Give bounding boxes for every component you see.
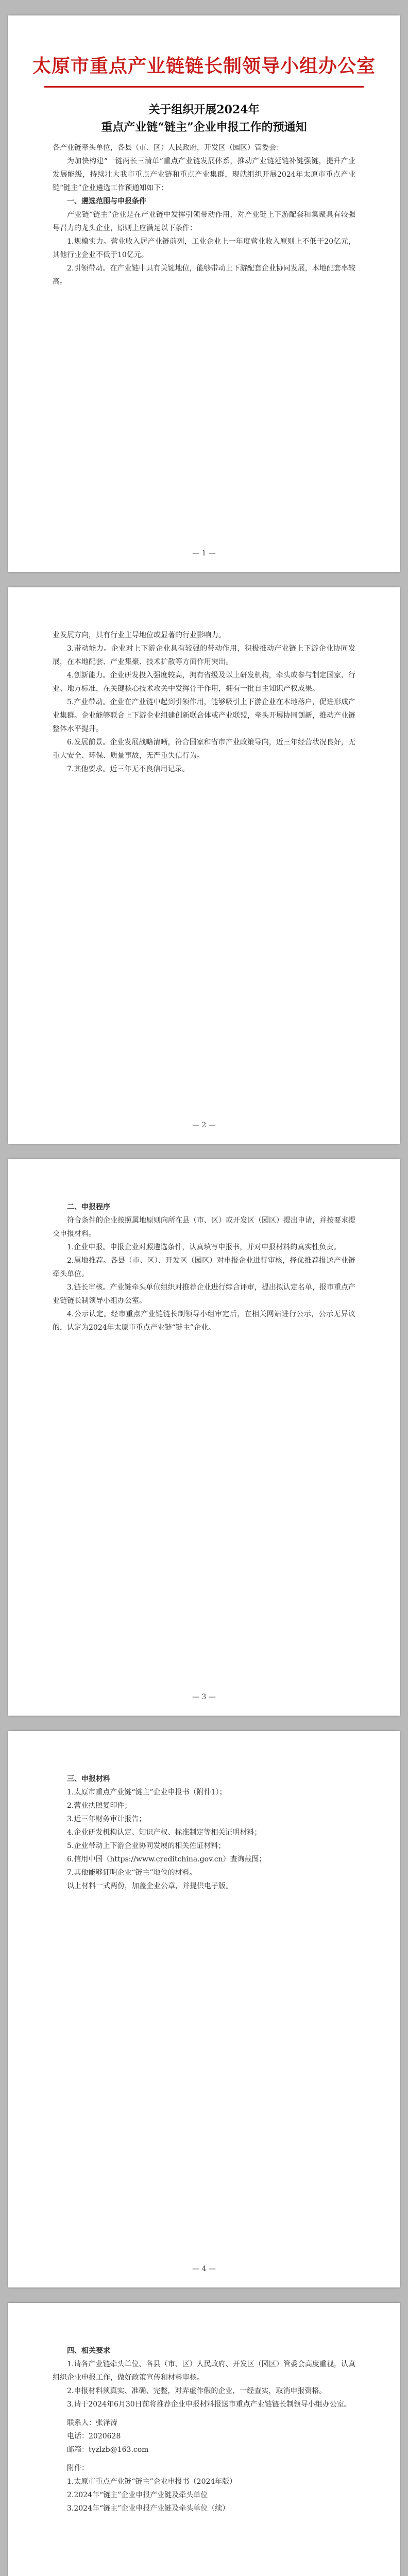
page-number: — 2 — <box>192 1121 216 1129</box>
section-heading: 四、相关要求 <box>67 2347 110 2355</box>
document-page-5 <box>8 2303 400 2576</box>
paragraph: 符合条件的企业按照属地原则向所在县（市、区）或开发区（园区）提出申请，并按要求提交申报材料。 <box>53 1216 355 1238</box>
title-line-2: 重点产业链“链主”企业申报工作的预通知 <box>101 121 307 134</box>
paragraph: 业发展方向，具有行业主导地位或显著的行业影响力。 <box>53 631 226 639</box>
list-item: 5.企业带动上下游企业协同发展的相关佐证材料； <box>67 1842 226 1850</box>
letterhead: 太原市重点产业链链长制领导小组办公室 <box>32 55 376 77</box>
attachments-label: 附件： <box>67 2464 89 2472</box>
list-item: 2.营业执照复印件； <box>67 1802 132 1810</box>
section-heading: 三、申报材料 <box>67 1775 110 1783</box>
paragraph: 4.公示认定。经市重点产业链链长制领导小组审定后，在相关网站进行公示，公示无异议的，认定为2024年太原市重点产业链“链主”企业。 <box>53 1310 355 1332</box>
paragraph: 2.申报材料须真实、准确、完整，对弄虚作假的企业，一经查实，取消申报资格。 <box>67 2387 327 2395</box>
title-line-1: 关于组织开展2024年 <box>148 103 260 116</box>
paragraph: 3.带动能力。企业对上下游企业具有较强的带动作用，积极推动产业链上下游企业协同发展，在本地配套、产业集聚、技术扩散等方面作用突出。 <box>53 645 355 666</box>
section-heading: 二、申报程序 <box>67 1203 110 1211</box>
attachment-item: 2.2024年“链主”企业申报产业链及牵头单位 <box>67 2491 208 2499</box>
page-number: — 4 — <box>192 2265 216 2273</box>
paragraph: 3.请于2024年6月30日前将推荐企业申报材料报送市重点产业链链长制领导小组办公室。 <box>67 2400 351 2409</box>
paragraph: 2.引领带动。在产业链中具有关键地位，能够带动上下游配套企业协同发展，本地配套率较高。 <box>53 264 355 286</box>
document-page-3 <box>8 1159 400 1716</box>
document-page-2 <box>8 587 400 1144</box>
list-item: 6.信用中国（https://www.creditchina.gov.cn）查询截图； <box>67 1855 266 1863</box>
paragraph: 产业链“链主”企业是在产业链中发挥引领带动作用，对产业链上下游配套和集聚具有较强号召力的龙头企业，原则上应满足以下条件： <box>53 211 355 232</box>
list-item: 7.其他能够证明企业“链主”地位的材料。 <box>67 1869 197 1877</box>
paragraph: 2.属地推荐。各县（市、区）、开发区（园区）对申报企业进行审核，择优推荐报送产业链牵头单位。 <box>53 1257 355 1278</box>
red-divider <box>44 86 364 88</box>
attachment-item: 3.2024年“链主”企业申报产业链及牵头单位（续） <box>67 2504 230 2513</box>
paragraph: 6.发展前景。企业发展战略清晰，符合国家和省市产业政策导向，近三年经营状况良好，无重大安全、环保、质量事故，无严重失信行为。 <box>53 738 355 760</box>
document-page-1 <box>8 15 400 572</box>
page-number: — 1 — <box>192 549 216 557</box>
paragraph: 3.链长审核。产业链牵头单位组织对推荐企业进行综合评审，提出拟认定名单，报市重点产业链链长制领导小组办公室。 <box>53 1283 355 1305</box>
contact-phone: 电话：2020628 <box>67 2432 121 2441</box>
paragraph: 5.产业带动。企业在产业链中起到引领作用，能够吸引上下游企业在本地落户，促进形成产业集群。企业能够联合上下游企业组建创新联合体或产业联盟，牵头开展协同创新，推动产业链整体水平提升。 <box>53 698 355 733</box>
salutation: 各产业链牵头单位，各县（市、区）人民政府，开发区（园区）管委会： <box>53 144 283 152</box>
paragraph: 为加快构建“一链两长三清单”重点产业链发展体系，推动产业链延链补链强链，提升产业发展能级，持续壮大我市重点产业链和重点产业集群，现就组织开展2024年太原市重点产业链“链主”企业遴选工作预通知如下： <box>53 157 355 192</box>
list-item: 3.近三年财务审计报告； <box>67 1815 146 1823</box>
contact-person: 联系人：张泽涛 <box>67 2419 117 2427</box>
attachment-item: 1.太原市重点产业链“链主”企业申报书（2024年版） <box>67 2478 237 2486</box>
section-heading: 一、遴选范围与申报条件 <box>67 197 146 206</box>
list-item: 1.太原市重点产业链“链主”企业申报书（附件1）； <box>67 1788 227 1797</box>
contact-email: 邮箱：tyzlzb@163.com <box>67 2446 149 2454</box>
list-item: 4.企业研发机构认定、知识产权、标准制定等相关证明材料； <box>67 1828 262 1837</box>
document-title <box>8 101 400 136</box>
document-page-4 <box>8 1731 400 2287</box>
paragraph: 1.规模实力。营业收入居产业链前列，工业企业上一年度营业收入原则上不低于20亿元，其他行业企业不低于10亿元。 <box>53 238 355 259</box>
paragraph: 1.请各产业链牵头单位、各县（市、区）人民政府、开发区（园区）管委会高度重视，认真组织企业申报工作，做好政策宣传和材料审核。 <box>53 2360 355 2382</box>
paragraph: 4.创新能力。企业研发投入强度较高，拥有省级及以上研发机构，牵头或参与制定国家、行业、地方标准，在关键核心技术攻关中发挥骨干作用，拥有一批自主知识产权成果。 <box>53 671 355 693</box>
paragraph: 1.企业申报。申报企业对照遴选条件，认真填写申报书，并对申报材料的真实性负责。 <box>67 1243 341 1251</box>
page-number: — 3 — <box>192 1693 216 1701</box>
paragraph: 7.其他要求。近三年无不良信用记录。 <box>67 765 190 773</box>
paragraph: 以上材料一式两份，加盖企业公章，并提供电子版。 <box>67 1882 233 1890</box>
